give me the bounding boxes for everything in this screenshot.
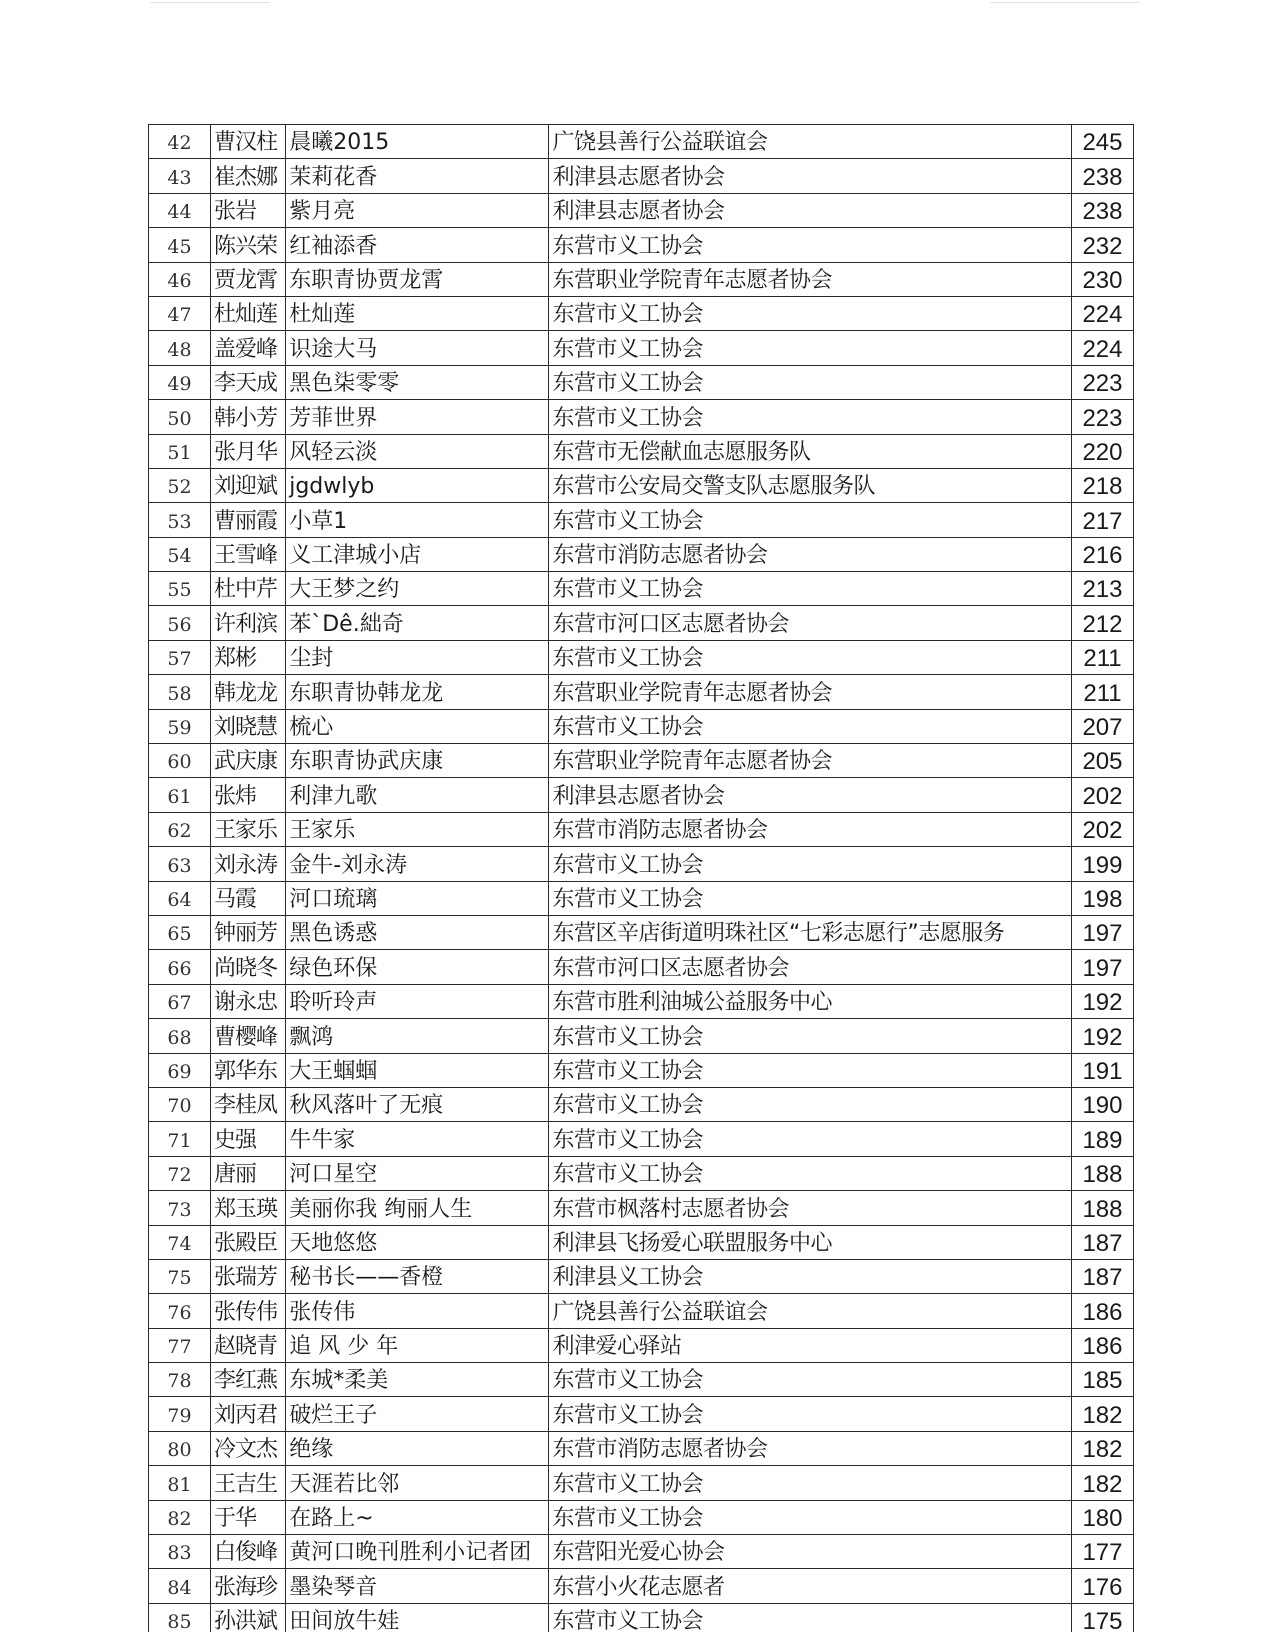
ranking-table-wrapper — [148, 124, 1136, 1632]
scan-line — [150, 2, 270, 3]
volunteer-nickname: 茉莉花香 — [286, 159, 549, 193]
row-number: 57 — [149, 640, 211, 674]
row-number: 74 — [149, 1225, 211, 1259]
table-row — [149, 1087, 1134, 1121]
volunteer-organization: 东营市义工协会 — [549, 331, 1071, 365]
volunteer-nickname: jgdwlyb — [286, 468, 549, 502]
table-row — [149, 1363, 1134, 1397]
volunteer-nickname: 风轻云淡 — [286, 434, 549, 468]
volunteer-name: 曹丽霞 — [211, 503, 286, 537]
volunteer-score: 212 — [1071, 606, 1133, 640]
volunteer-score: 182 — [1071, 1397, 1133, 1431]
table-row — [149, 1225, 1134, 1259]
table-row — [149, 606, 1134, 640]
row-number: 56 — [149, 606, 211, 640]
volunteer-name: 张瑞芳 — [211, 1259, 286, 1293]
volunteer-nickname: 绝缘 — [286, 1431, 549, 1465]
row-number: 69 — [149, 1053, 211, 1087]
volunteer-name: 盖爱峰 — [211, 331, 286, 365]
volunteer-name: 白俊峰 — [211, 1535, 286, 1569]
row-number: 47 — [149, 296, 211, 330]
row-number: 44 — [149, 193, 211, 227]
volunteer-nickname: 河口星空 — [286, 1156, 549, 1190]
volunteer-score: 216 — [1071, 537, 1133, 571]
volunteer-nickname: 红袖添香 — [286, 228, 549, 262]
volunteer-score: 197 — [1071, 915, 1133, 949]
volunteer-score: 180 — [1071, 1500, 1133, 1534]
volunteer-score: 197 — [1071, 950, 1133, 984]
volunteer-nickname: 芳菲世界 — [286, 400, 549, 434]
ranking-table — [148, 124, 1134, 1632]
volunteer-name: 王雪峰 — [211, 537, 286, 571]
volunteer-organization: 东营市义工协会 — [549, 296, 1071, 330]
volunteer-nickname: 天涯若比邻 — [286, 1466, 549, 1500]
volunteer-nickname: 破烂王子 — [286, 1397, 549, 1431]
volunteer-name: 张海珍 — [211, 1569, 286, 1603]
volunteer-score: 191 — [1071, 1053, 1133, 1087]
volunteer-nickname: 识途大马 — [286, 331, 549, 365]
volunteer-score: 207 — [1071, 709, 1133, 743]
volunteer-name: 史强 — [211, 1122, 286, 1156]
volunteer-score: 187 — [1071, 1225, 1133, 1259]
volunteer-organization: 利津县飞扬爱心联盟服务中心 — [549, 1225, 1071, 1259]
table-row — [149, 881, 1134, 915]
volunteer-organization: 东营市义工协会 — [549, 1019, 1071, 1053]
volunteer-name: 于华 — [211, 1500, 286, 1534]
volunteer-nickname: 大王蝈蝈 — [286, 1053, 549, 1087]
volunteer-organization: 东营市义工协会 — [549, 400, 1071, 434]
table-row — [149, 331, 1134, 365]
table-row — [149, 1500, 1134, 1534]
table-row — [149, 1122, 1134, 1156]
volunteer-score: 238 — [1071, 159, 1133, 193]
volunteer-name: 杜中芹 — [211, 572, 286, 606]
volunteer-organization: 利津县志愿者协会 — [549, 193, 1071, 227]
volunteer-nickname: 绿色环保 — [286, 950, 549, 984]
table-row — [149, 262, 1134, 296]
volunteer-name: 谢永忠 — [211, 984, 286, 1018]
scan-line — [990, 2, 1140, 3]
table-row — [149, 709, 1134, 743]
volunteer-organization: 东营市义工协会 — [549, 1397, 1071, 1431]
volunteer-score: 217 — [1071, 503, 1133, 537]
row-number: 76 — [149, 1294, 211, 1328]
volunteer-score: 220 — [1071, 434, 1133, 468]
row-number: 51 — [149, 434, 211, 468]
volunteer-nickname: 聆听玲声 — [286, 984, 549, 1018]
volunteer-name: 马霞 — [211, 881, 286, 915]
volunteer-nickname: 秘书长——香橙 — [286, 1259, 549, 1293]
volunteer-nickname: 紫月亮 — [286, 193, 549, 227]
volunteer-name: 李红燕 — [211, 1363, 286, 1397]
volunteer-organization: 利津爱心驿站 — [549, 1328, 1071, 1362]
volunteer-score: 187 — [1071, 1259, 1133, 1293]
volunteer-organization: 东营市义工协会 — [549, 228, 1071, 262]
volunteer-name: 郑玉瑛 — [211, 1191, 286, 1225]
row-number: 83 — [149, 1535, 211, 1569]
row-number: 84 — [149, 1569, 211, 1603]
volunteer-organization: 东营职业学院青年志愿者协会 — [549, 262, 1071, 296]
table-row — [149, 1569, 1134, 1603]
table-row — [149, 572, 1134, 606]
row-number: 63 — [149, 847, 211, 881]
volunteer-nickname: 东职青协贾龙霄 — [286, 262, 549, 296]
volunteer-score: 224 — [1071, 331, 1133, 365]
volunteer-name: 贾龙霄 — [211, 262, 286, 296]
volunteer-score: 175 — [1071, 1603, 1133, 1632]
volunteer-nickname: 东城*柔美 — [286, 1363, 549, 1397]
volunteer-name: 许利滨 — [211, 606, 286, 640]
volunteer-score: 218 — [1071, 468, 1133, 502]
volunteer-nickname: 飘鸿 — [286, 1019, 549, 1053]
volunteer-name: 刘丙君 — [211, 1397, 286, 1431]
row-number: 62 — [149, 812, 211, 846]
row-number: 61 — [149, 778, 211, 812]
volunteer-organization: 东营市公安局交警支队志愿服务队 — [549, 468, 1071, 502]
table-row — [149, 1431, 1134, 1465]
row-number: 45 — [149, 228, 211, 262]
volunteer-nickname: 东职青协武庆康 — [286, 744, 549, 778]
scan-top-edge — [0, 0, 1280, 12]
row-number: 55 — [149, 572, 211, 606]
volunteer-organization: 东营小火花志愿者 — [549, 1569, 1071, 1603]
table-row — [149, 1535, 1134, 1569]
volunteer-score: 190 — [1071, 1087, 1133, 1121]
volunteer-score: 245 — [1071, 125, 1133, 159]
volunteer-score: 223 — [1071, 365, 1133, 399]
volunteer-organization: 东营市义工协会 — [549, 1122, 1071, 1156]
row-number: 52 — [149, 468, 211, 502]
volunteer-organization: 东营市消防志愿者协会 — [549, 812, 1071, 846]
volunteer-organization: 东营市义工协会 — [549, 881, 1071, 915]
volunteer-organization: 东营职业学院青年志愿者协会 — [549, 675, 1071, 709]
volunteer-score: 186 — [1071, 1294, 1133, 1328]
volunteer-score: 189 — [1071, 1122, 1133, 1156]
table-row — [149, 159, 1134, 193]
volunteer-name: 孙洪斌 — [211, 1603, 286, 1632]
volunteer-name: 曹汉柱 — [211, 125, 286, 159]
volunteer-organization: 东营市义工协会 — [549, 1603, 1071, 1632]
volunteer-organization: 东营市胜利油城公益服务中心 — [549, 984, 1071, 1018]
volunteer-nickname: 东职青协韩龙龙 — [286, 675, 549, 709]
volunteer-organization: 东营市义工协会 — [549, 1466, 1071, 1500]
table-row — [149, 537, 1134, 571]
volunteer-name: 张岩 — [211, 193, 286, 227]
volunteer-nickname: 天地悠悠 — [286, 1225, 549, 1259]
volunteer-organization: 东营市义工协会 — [549, 503, 1071, 537]
volunteer-name: 武庆康 — [211, 744, 286, 778]
volunteer-nickname: 河口琉璃 — [286, 881, 549, 915]
volunteer-score: 230 — [1071, 262, 1133, 296]
row-number: 58 — [149, 675, 211, 709]
volunteer-nickname: 黑色诱惑 — [286, 915, 549, 949]
row-number: 64 — [149, 881, 211, 915]
table-row — [149, 1328, 1134, 1362]
volunteer-name: 韩龙龙 — [211, 675, 286, 709]
volunteer-nickname: 在路上~ — [286, 1500, 549, 1534]
volunteer-name: 杜灿莲 — [211, 296, 286, 330]
volunteer-name: 陈兴荣 — [211, 228, 286, 262]
volunteer-name: 韩小芳 — [211, 400, 286, 434]
volunteer-name: 刘晓慧 — [211, 709, 286, 743]
volunteer-organization: 东营市无偿献血志愿服务队 — [549, 434, 1071, 468]
volunteer-organization: 东营区辛店街道明珠社区“七彩志愿行”志愿服务 — [549, 915, 1071, 949]
table-row — [149, 1397, 1134, 1431]
table-row — [149, 296, 1134, 330]
volunteer-name: 唐丽 — [211, 1156, 286, 1190]
volunteer-organization: 东营市义工协会 — [549, 709, 1071, 743]
row-number: 85 — [149, 1603, 211, 1632]
volunteer-organization: 东营市河口区志愿者协会 — [549, 606, 1071, 640]
volunteer-name: 王吉生 — [211, 1466, 286, 1500]
ranking-table-body — [149, 125, 1134, 1632]
volunteer-score: 202 — [1071, 812, 1133, 846]
row-number: 82 — [149, 1500, 211, 1534]
volunteer-name: 王家乐 — [211, 812, 286, 846]
table-row — [149, 778, 1134, 812]
volunteer-nickname: 墨染琴音 — [286, 1569, 549, 1603]
volunteer-organization: 东营市义工协会 — [549, 1156, 1071, 1190]
row-number: 71 — [149, 1122, 211, 1156]
row-number: 59 — [149, 709, 211, 743]
volunteer-organization: 利津县志愿者协会 — [549, 159, 1071, 193]
volunteer-organization: 东营职业学院青年志愿者协会 — [549, 744, 1071, 778]
volunteer-nickname: 美丽你我 绚丽人生 — [286, 1191, 549, 1225]
volunteer-organization: 广饶县善行公益联谊会 — [549, 125, 1071, 159]
volunteer-name: 张传伟 — [211, 1294, 286, 1328]
volunteer-score: 188 — [1071, 1156, 1133, 1190]
table-row — [149, 1603, 1134, 1632]
volunteer-nickname: 义工津城小店 — [286, 537, 549, 571]
row-number: 70 — [149, 1087, 211, 1121]
volunteer-name: 尚晓冬 — [211, 950, 286, 984]
volunteer-organization: 利津县义工协会 — [549, 1259, 1071, 1293]
volunteer-nickname: 黄河口晚刊胜利小记者团 — [286, 1535, 549, 1569]
volunteer-score: 238 — [1071, 193, 1133, 227]
volunteer-name: 曹樱峰 — [211, 1019, 286, 1053]
volunteer-organization: 东营市义工协会 — [549, 365, 1071, 399]
volunteer-organization: 广饶县善行公益联谊会 — [549, 1294, 1071, 1328]
row-number: 81 — [149, 1466, 211, 1500]
table-row — [149, 1156, 1134, 1190]
volunteer-nickname: 追 风 少 年 — [286, 1328, 549, 1362]
row-number: 77 — [149, 1328, 211, 1362]
table-row — [149, 847, 1134, 881]
volunteer-nickname: 秋风落叶了无痕 — [286, 1087, 549, 1121]
volunteer-organization: 东营市消防志愿者协会 — [549, 537, 1071, 571]
volunteer-score: 185 — [1071, 1363, 1133, 1397]
volunteer-organization: 东营市消防志愿者协会 — [549, 1431, 1071, 1465]
volunteer-score: 182 — [1071, 1466, 1133, 1500]
table-row — [149, 915, 1134, 949]
row-number: 80 — [149, 1431, 211, 1465]
volunteer-organization: 东营市枫落村志愿者协会 — [549, 1191, 1071, 1225]
table-row — [149, 1294, 1134, 1328]
row-number: 65 — [149, 915, 211, 949]
volunteer-organization: 东营市义工协会 — [549, 1053, 1071, 1087]
volunteer-name: 张月华 — [211, 434, 286, 468]
volunteer-name: 冷文杰 — [211, 1431, 286, 1465]
volunteer-score: 188 — [1071, 1191, 1133, 1225]
volunteer-name: 刘永涛 — [211, 847, 286, 881]
row-number: 60 — [149, 744, 211, 778]
volunteer-organization: 东营市河口区志愿者协会 — [549, 950, 1071, 984]
volunteer-score: 232 — [1071, 228, 1133, 262]
row-number: 48 — [149, 331, 211, 365]
volunteer-nickname: 晨曦2015 — [286, 125, 549, 159]
row-number: 49 — [149, 365, 211, 399]
row-number: 73 — [149, 1191, 211, 1225]
table-row — [149, 1053, 1134, 1087]
table-row — [149, 1466, 1134, 1500]
volunteer-organization: 东营市义工协会 — [549, 1500, 1071, 1534]
table-row — [149, 193, 1134, 227]
table-row — [149, 400, 1134, 434]
table-row — [149, 984, 1134, 1018]
volunteer-name: 李桂凤 — [211, 1087, 286, 1121]
volunteer-nickname: 黑色柒零零 — [286, 365, 549, 399]
volunteer-score: 202 — [1071, 778, 1133, 812]
volunteer-organization: 东营市义工协会 — [549, 847, 1071, 881]
table-row — [149, 503, 1134, 537]
volunteer-nickname: 尘封 — [286, 640, 549, 674]
volunteer-name: 郑彬 — [211, 640, 286, 674]
table-row — [149, 950, 1134, 984]
volunteer-score: 211 — [1071, 640, 1133, 674]
table-row — [149, 812, 1134, 846]
table-row — [149, 228, 1134, 262]
volunteer-nickname: 杜灿莲 — [286, 296, 549, 330]
volunteer-organization: 东营市义工协会 — [549, 572, 1071, 606]
volunteer-name: 钟丽芳 — [211, 915, 286, 949]
volunteer-nickname: 田间放牛娃 — [286, 1603, 549, 1632]
row-number: 54 — [149, 537, 211, 571]
volunteer-name: 张炜 — [211, 778, 286, 812]
volunteer-score: 198 — [1071, 881, 1133, 915]
volunteer-score: 211 — [1071, 675, 1133, 709]
volunteer-nickname: 金牛-刘永涛 — [286, 847, 549, 881]
row-number: 46 — [149, 262, 211, 296]
table-row — [149, 365, 1134, 399]
table-row — [149, 1259, 1134, 1293]
volunteer-nickname: 利津九歌 — [286, 778, 549, 812]
volunteer-nickname: 梳心 — [286, 709, 549, 743]
volunteer-nickname: 张传伟 — [286, 1294, 549, 1328]
volunteer-score: 182 — [1071, 1431, 1133, 1465]
row-number: 53 — [149, 503, 211, 537]
row-number: 42 — [149, 125, 211, 159]
volunteer-score: 213 — [1071, 572, 1133, 606]
table-row — [149, 434, 1134, 468]
volunteer-nickname: 小草1 — [286, 503, 549, 537]
row-number: 43 — [149, 159, 211, 193]
volunteer-name: 郭华东 — [211, 1053, 286, 1087]
volunteer-name: 张殿臣 — [211, 1225, 286, 1259]
volunteer-nickname: 苯`Dê.絀奇 — [286, 606, 549, 640]
volunteer-score: 192 — [1071, 984, 1133, 1018]
row-number: 67 — [149, 984, 211, 1018]
table-row — [149, 675, 1134, 709]
volunteer-score: 223 — [1071, 400, 1133, 434]
volunteer-nickname: 王家乐 — [286, 812, 549, 846]
row-number: 66 — [149, 950, 211, 984]
row-number: 78 — [149, 1363, 211, 1397]
table-row — [149, 1019, 1134, 1053]
volunteer-organization: 东营市义工协会 — [549, 1363, 1071, 1397]
table-row — [149, 1191, 1134, 1225]
volunteer-organization: 东营市义工协会 — [549, 640, 1071, 674]
volunteer-name: 刘迎斌 — [211, 468, 286, 502]
volunteer-score: 205 — [1071, 744, 1133, 778]
volunteer-name: 崔杰娜 — [211, 159, 286, 193]
volunteer-score: 192 — [1071, 1019, 1133, 1053]
volunteer-organization: 东营市义工协会 — [549, 1087, 1071, 1121]
volunteer-nickname: 牛牛家 — [286, 1122, 549, 1156]
row-number: 50 — [149, 400, 211, 434]
table-row — [149, 640, 1134, 674]
table-row — [149, 125, 1134, 159]
volunteer-name: 赵晓青 — [211, 1328, 286, 1362]
volunteer-nickname: 大王梦之约 — [286, 572, 549, 606]
volunteer-organization: 利津县志愿者协会 — [549, 778, 1071, 812]
row-number: 79 — [149, 1397, 211, 1431]
row-number: 68 — [149, 1019, 211, 1053]
volunteer-organization: 东营阳光爱心协会 — [549, 1535, 1071, 1569]
volunteer-score: 186 — [1071, 1328, 1133, 1362]
volunteer-score: 224 — [1071, 296, 1133, 330]
row-number: 75 — [149, 1259, 211, 1293]
volunteer-name: 李天成 — [211, 365, 286, 399]
volunteer-score: 176 — [1071, 1569, 1133, 1603]
volunteer-score: 199 — [1071, 847, 1133, 881]
table-row — [149, 744, 1134, 778]
table-row — [149, 468, 1134, 502]
volunteer-score: 177 — [1071, 1535, 1133, 1569]
row-number: 72 — [149, 1156, 211, 1190]
